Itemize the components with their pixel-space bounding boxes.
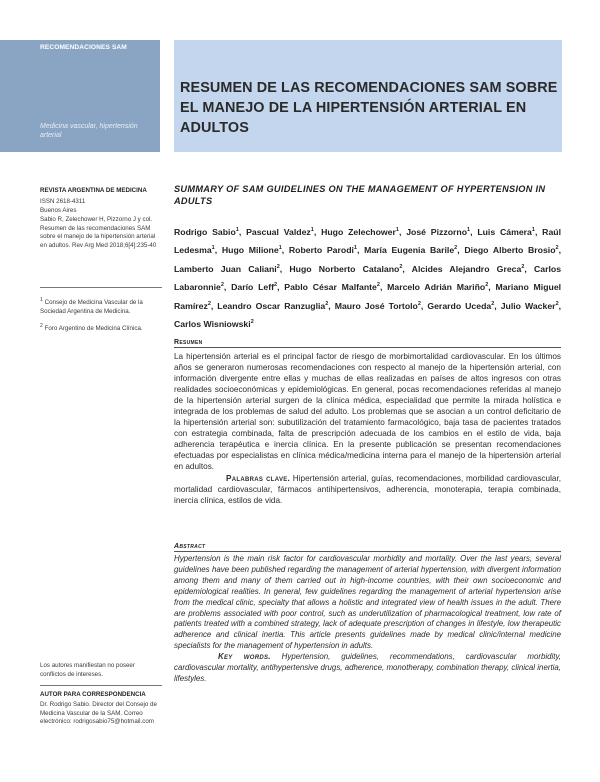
author-affiliation: 2 <box>417 300 421 307</box>
author-affiliation: 2 <box>399 263 403 270</box>
author-name: Lamberto Juan Caliani <box>174 263 277 274</box>
affiliation-num: 1 <box>40 297 43 303</box>
author <box>246 227 314 237</box>
author-name: Mariano Miguel Ramírez <box>174 282 562 311</box>
author-name: José Pizzorno <box>406 226 468 237</box>
author-affiliation: 2 <box>454 245 458 252</box>
article-title: RESUMEN DE LAS RECOMENDACIONES SAM SOBRE EL MANEJO DE LA HIPERTENSIÓN ARTERIAL EN ADULTOS <box>180 80 558 136</box>
author <box>364 245 457 255</box>
author-affiliation: 2 <box>274 282 278 289</box>
author-name: Roberto Parodi <box>288 245 354 256</box>
correspondence-heading: AUTOR PARA CORRESPONDENCIA <box>40 691 146 698</box>
author <box>464 245 558 255</box>
resumen-keywords <box>174 473 561 506</box>
author-name: Hugo Zelechower <box>321 226 396 237</box>
author-affiliation: 2 <box>376 282 380 289</box>
resumen-text: La hipertensión arterial es el principal factor de riesgo de morbimortalidad cardiovascular. En los últimos años se generaron numerosas recomendaciones con respecto al manejo de la hipertensión arterial, con información divergente entre ellas y muchas de ellas realizadas en países de altos ingresos con otras realidades socioeconómicas y epidemiológicas. En general, pocas recomendaciones referidas al manejo de la hipertensión arterial surgen de la clínica médica, especialidad que permite la mirada holística e integrada de los problemas de salud del adulto. Los problemas que se asocian a un control deficitario de la hipertensión arterial son: subutilización del tratamiento farmacológico, baja tasa de pacientes tratados con estrategia combinada, falta de prescripción adecuada de los cambios en el estilo de vida, baja adherencia terapéutica e inercia clínica. En la presente publicación se presentan recomendaciones efectuadas por especialistas en clínica médica/medicina interna para el manejo de la hipertensión arterial en adultos. <box>174 352 561 472</box>
author-list: Rodrigo Sabio$^1$, Pascual Valdez$^1$, Hugo Zelechower$^1$, José Pizzorno$^1$, Luis Cámera$^1$, Raúl Ledesma$^1$, Hugo Milione$^1$, Roberto Parodi$^1$, María Eugenia Barile$^2$, Diego Alberto Brosio$^2$, Lamberto Juan Caliani$^2$, Hugo Norberto Catalano$^2$, Alcides Alejandro Greca$^2$, Carlos Labaronnie$^2$, Darío Leff$^2$, Pablo César Malfante$^2$, Marcelo Adrián Mariño$^2$, Mariano Miguel Ramírez$^2$, Leandro Oscar Ranzuglia$^2$, Mauro José Tortolo$^2$, Gerardo Uceda$^2$, Julio Wacker$^2$, Carlos Wisniowski$^2$ <box>174 226 562 330</box>
author-name: Hugo Norberto Catalano <box>289 263 400 274</box>
affiliation-text: Consejo de Medicina Vascular de la Sociedad Argentina de Medicina. <box>40 299 143 315</box>
author-name: Marcelo Adrián Mariño <box>387 282 486 293</box>
sidebar-divider <box>40 287 162 288</box>
author <box>477 227 535 237</box>
citation: Sabio R, Zelechower H, Pizzorno J y col. Resumen de las recomendaciones SAM sobre el manejo de la hipertensión arterial en adultos. Rev Arg Med 2018;6[4]:235-40 <box>40 216 157 249</box>
section-label: RECOMENDACIONES SAM <box>40 44 127 51</box>
affiliation-num: 2 <box>40 323 43 329</box>
author <box>501 301 559 311</box>
conflict-statement: Los autores manifiestan no poseer conflictos de intereses. <box>40 662 135 678</box>
author-name: Darío Leff <box>231 282 275 293</box>
author <box>412 264 525 274</box>
resumen-section <box>174 351 561 506</box>
correspondence-text: Dr. Rodrigo Sabio. Director del Consejo de Medicina Vascular de la SAM. Correo electrónico: rodrigosabio75@hotmail.com <box>40 701 157 726</box>
keywords-text: Hipertensión arterial, guías, recomendaciones, morbilidad cardiovascular, mortalidad cardiovascular, fármacos antihipertensivos, adherencia, monoterapia, terapia combinada, inercia clínica, estilos de vida. <box>174 473 561 505</box>
author <box>217 301 328 311</box>
abstract-heading: Abstract <box>174 543 206 550</box>
author <box>335 301 421 311</box>
affiliation-text: Foro Argentino de Medicina Clínica. <box>44 325 143 333</box>
author-name: Rodrigo Sabio <box>174 226 236 237</box>
author-name: Diego Alberto Brosio <box>464 245 556 256</box>
keywords-label: Palabras clave. <box>226 473 291 483</box>
author-name: Mauro José Tortolo <box>334 300 418 311</box>
author-name: María Eugenia Barile <box>364 245 455 256</box>
author <box>321 227 399 237</box>
author-name: Leandro Oscar Ranzuglia <box>217 300 326 311</box>
author-name: Hugo Milione <box>221 245 279 256</box>
abstract-divider <box>174 551 561 552</box>
author-affiliation: 2 <box>276 263 280 270</box>
author <box>231 282 277 292</box>
author-name: Carlos Labaronnie <box>174 263 562 293</box>
author-name: Raúl Ledesma <box>174 226 561 256</box>
author <box>174 264 280 274</box>
author-affiliation: 2 <box>325 300 329 307</box>
section-subtitle: Medicina vascular, hipertensión arterial <box>40 123 138 139</box>
english-title: SUMMARY OF SAM GUIDELINES ON THE MANAGEMENT OF HYPERTENSION IN ADULTS <box>174 184 546 206</box>
author <box>427 301 494 311</box>
affiliation-1 <box>40 296 162 316</box>
abstract-keywords <box>174 652 561 685</box>
author-name: Pablo César Malfante <box>284 282 377 293</box>
author-affiliation: 2 <box>250 319 254 326</box>
resumen-heading: Resumen <box>174 339 203 346</box>
author-name: Julio Wacker <box>500 300 556 311</box>
author-affiliation: 2 <box>555 300 559 307</box>
keywords-label: Key words. <box>218 652 271 662</box>
author-name: Gerardo Uceda <box>427 300 492 311</box>
author <box>387 282 488 292</box>
author-name: Alcides Alejandro Greca <box>411 263 522 274</box>
author-affiliation: 2 <box>207 300 211 307</box>
sidebar-divider <box>40 685 162 686</box>
author-affiliation: 2 <box>491 300 495 307</box>
author <box>289 264 402 274</box>
abstract-text: Hypertension is the main risk factor for cardiovascular morbidity and mortality. Over the last years, several guidelines have been published regarding the management of arterial hypertension, with divergent information among them and many of them carried out in high-income countries, with their own socioeconomic and epidemiological realities. In general, few guidelines regarding the management of arterial hypertension arise from the medical clinic, specialty that allows a holistic and integrated view of health issues in the adult. There are problems associated with poor control, such as underutilization of pharmacological treatment, low rate of patients treated with a combined strategy, lack of adequate prescription of changes in lifestyle, low therapeutic adherence and clinical inertia. This article presents guidelines made by medical clinic/internal medicine specialists for the management of hypertension in adults. <box>174 554 561 651</box>
resumen-divider <box>174 347 561 348</box>
author-affiliation: 1 <box>353 245 357 252</box>
author <box>222 245 282 255</box>
author-name: Pascual Valdez <box>246 226 311 237</box>
author-name: Luis Cámera <box>477 226 532 237</box>
author-affiliation: 2 <box>485 282 489 289</box>
author-affiliation: 1 <box>531 227 535 233</box>
author-affiliation: 2 <box>555 245 559 252</box>
author-affiliation: 1 <box>278 245 282 252</box>
author-affiliation: 1 <box>235 227 239 233</box>
author <box>289 245 357 255</box>
author <box>174 319 254 329</box>
issn: ISSN 2618-4311 <box>40 198 86 205</box>
author <box>406 227 470 237</box>
author-name: Carlos Wisniowski <box>174 319 251 330</box>
journal-name: REVISTA ARGENTINA DE MEDICINA <box>40 187 147 194</box>
affiliation-2 <box>40 322 162 334</box>
city: Buenos Aires <box>40 207 77 214</box>
author-affiliation: 2 <box>521 263 525 270</box>
keywords-text: Hypertension, guidelines, recommendations, cardiovascular morbidity, cardiovascular mortality, antihypertensive drugs, adherence, monotherapy, combination therapy, clinical inertia, lifestyles. <box>174 652 561 683</box>
author-affiliation: 1 <box>467 227 471 233</box>
abstract-section <box>174 554 561 685</box>
author-affiliation: 1 <box>310 227 314 233</box>
author <box>284 282 380 292</box>
author <box>174 227 239 237</box>
author-affiliation: 2 <box>220 282 224 289</box>
author-affiliation: 1 <box>395 227 399 233</box>
author-affiliation: 1 <box>211 245 215 252</box>
